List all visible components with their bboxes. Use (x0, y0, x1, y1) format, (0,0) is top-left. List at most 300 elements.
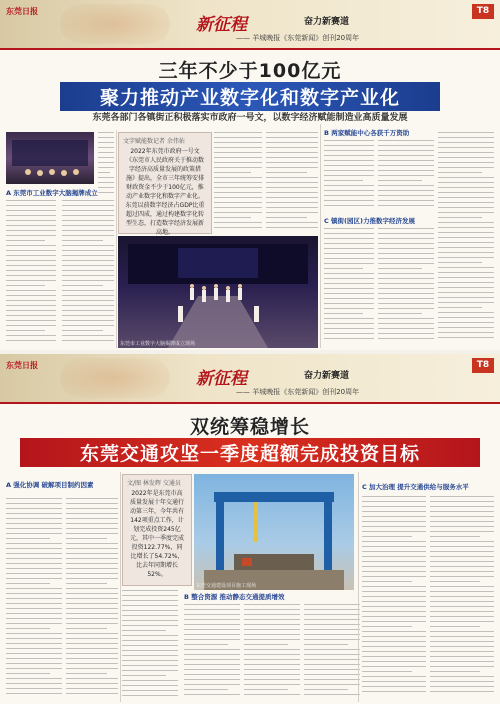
summary-box-heading: 文/图 林发辉 交通员 (127, 480, 181, 487)
text-line (362, 501, 426, 502)
text-line (362, 631, 426, 632)
text-line (214, 132, 262, 133)
text-line (438, 337, 494, 338)
text-line (430, 521, 494, 522)
photo-caption: 东莞交通建设项目施工现场 (196, 583, 257, 589)
text-line (362, 566, 426, 567)
text-line (430, 676, 494, 677)
text-line (66, 693, 118, 694)
text-column (378, 140, 434, 212)
text-line (66, 563, 118, 564)
text-line (304, 619, 360, 620)
text-line (184, 629, 240, 630)
text-line (244, 634, 300, 635)
text-line (438, 307, 482, 308)
text-line (122, 680, 178, 681)
text-line (6, 548, 62, 549)
text-line (66, 668, 118, 669)
text-line (244, 629, 300, 630)
text-line (122, 630, 166, 631)
text-line (66, 538, 107, 539)
text-line (324, 293, 374, 294)
text-line (244, 664, 300, 665)
text-line (214, 217, 251, 218)
text-line (62, 260, 114, 261)
text-line (66, 518, 118, 519)
text-line (66, 683, 118, 684)
text-line (6, 280, 56, 281)
text-line (66, 548, 118, 549)
text-line (304, 669, 360, 670)
text-line (184, 679, 240, 680)
text-line (62, 275, 114, 276)
text-line (362, 496, 426, 497)
text-line (62, 335, 114, 336)
text-line (6, 648, 62, 649)
text-line (430, 586, 494, 587)
text-line (6, 593, 62, 594)
text-line (98, 177, 114, 178)
text-line (430, 571, 494, 572)
text-line (6, 533, 62, 534)
text-line (304, 614, 360, 615)
text-line (430, 666, 494, 667)
text-line (378, 243, 434, 244)
text-line (304, 629, 360, 630)
text-line (304, 644, 348, 645)
text-line (244, 624, 300, 625)
text-line (66, 588, 118, 589)
text-line (244, 619, 300, 620)
text-line (438, 247, 494, 248)
headline-deck: 东莞各部门各镇街正积极落实市政府一号文，以数字经济赋能制造业高质量发展 (92, 113, 408, 123)
text-line (438, 192, 494, 193)
text-line (438, 257, 494, 258)
text-line (266, 227, 318, 228)
text-line (438, 237, 494, 238)
text-line (430, 596, 494, 597)
text-line (324, 283, 374, 284)
text-line (6, 568, 62, 569)
text-line (438, 177, 494, 178)
text-line (6, 563, 62, 564)
text-line (214, 212, 262, 213)
text-line (362, 661, 426, 662)
text-line (6, 613, 62, 614)
text-line (378, 323, 434, 324)
text-line (430, 671, 480, 672)
text-line (266, 177, 318, 178)
text-line (66, 638, 118, 639)
text-line (6, 688, 62, 689)
text-line (62, 320, 114, 321)
text-line (362, 551, 426, 552)
text-line (362, 626, 412, 627)
text-line (378, 180, 422, 181)
text-line (304, 649, 360, 650)
text-line (266, 222, 318, 223)
text-line (266, 197, 318, 198)
text-line (362, 591, 426, 592)
text-line (122, 660, 178, 661)
text-line (6, 623, 62, 624)
text-line (324, 195, 374, 196)
text-line (6, 618, 62, 619)
text-line (362, 616, 426, 617)
text-line (244, 674, 300, 675)
text-line (66, 573, 118, 574)
text-line (438, 252, 494, 253)
text-line (244, 614, 300, 615)
text-line (214, 192, 262, 193)
text-line (184, 684, 240, 685)
text-line (304, 684, 360, 685)
text-column (6, 200, 56, 346)
text-line (378, 303, 434, 304)
text-line (438, 222, 494, 223)
text-line (6, 245, 56, 246)
text-line (378, 165, 434, 166)
text-line (324, 185, 374, 186)
text-line (324, 238, 374, 239)
text-line (6, 285, 45, 286)
text-line (184, 614, 240, 615)
text-line (66, 688, 118, 689)
text-line (304, 604, 360, 605)
text-line (66, 568, 118, 569)
text-line (362, 516, 426, 517)
text-line (304, 659, 360, 660)
text-line (98, 192, 114, 193)
text-line (62, 200, 114, 201)
text-line (362, 641, 426, 642)
text-line (438, 217, 482, 218)
text-line (214, 152, 262, 153)
text-line (214, 162, 262, 163)
text-line (122, 655, 178, 656)
text-line (438, 267, 494, 268)
text-line (430, 511, 494, 512)
text-line (304, 689, 348, 690)
text-line (362, 536, 412, 537)
text-line (266, 182, 318, 183)
text-line (6, 518, 62, 519)
headline-primary: 三年不少于100亿元 (158, 60, 342, 82)
text-line (6, 215, 56, 216)
text-line (6, 673, 50, 674)
text-line (6, 538, 50, 539)
text-line (66, 673, 107, 674)
text-line (362, 521, 426, 522)
text-line (438, 317, 494, 318)
text-line (438, 172, 482, 173)
text-line (66, 578, 118, 579)
text-line (62, 305, 114, 306)
text-line (438, 292, 494, 293)
text-line (362, 556, 426, 557)
text-column (122, 590, 178, 700)
construction-graphic (194, 474, 354, 590)
text-line (324, 323, 374, 324)
article-photo-main (118, 236, 318, 348)
text-line (438, 132, 494, 133)
subhead-a: A 强化协调 破解项目制约因素 (6, 481, 94, 489)
text-line (324, 180, 363, 181)
text-line (378, 170, 434, 171)
text-line (378, 140, 434, 141)
text-line (184, 624, 240, 625)
decorative-flourish (60, 358, 170, 398)
text-line (122, 625, 178, 626)
text-column (184, 604, 240, 700)
text-line (324, 338, 374, 339)
text-line (214, 227, 262, 228)
text-line (324, 273, 374, 274)
text-line (324, 155, 374, 156)
text-line (66, 528, 118, 529)
text-line (6, 300, 56, 301)
subhead-c: C 加大治理 提升交通供给与服务水平 (362, 483, 469, 491)
text-line (266, 152, 318, 153)
text-line (362, 666, 426, 667)
text-column (214, 132, 262, 232)
text-column (66, 498, 118, 700)
text-line (362, 531, 426, 532)
text-line (122, 645, 178, 646)
text-line (362, 601, 426, 602)
header-rule (0, 402, 500, 404)
text-line (6, 638, 62, 639)
text-line (214, 202, 262, 203)
text-line (430, 536, 480, 537)
text-line (362, 571, 426, 572)
text-line (6, 270, 56, 271)
text-line (430, 591, 494, 592)
text-line (6, 340, 56, 341)
text-line (438, 332, 494, 333)
text-line (122, 610, 178, 611)
header-slogan-sub: 奋力新赛道 (304, 371, 350, 381)
text-line (438, 312, 494, 313)
text-line (66, 598, 118, 599)
text-line (122, 665, 178, 666)
page-number-badge: T8 (472, 358, 494, 373)
text-line (66, 613, 118, 614)
text-line (378, 190, 434, 191)
text-line (214, 207, 262, 208)
text-line (98, 152, 114, 153)
text-line (430, 506, 494, 507)
text-line (98, 142, 114, 143)
text-line (66, 623, 118, 624)
text-line (362, 676, 426, 677)
text-column (244, 604, 300, 700)
text-line (6, 603, 62, 604)
text-line (122, 685, 178, 686)
text-line (438, 212, 494, 213)
text-line (62, 245, 114, 246)
text-line (362, 636, 426, 637)
text-line (6, 508, 62, 509)
text-line (438, 232, 494, 233)
text-line (266, 202, 318, 203)
text-line (362, 681, 426, 682)
text-line (438, 137, 494, 138)
text-line (122, 605, 178, 606)
text-line (438, 187, 494, 188)
text-line (438, 242, 494, 243)
headline-secondary: 东莞交通攻坚一季度超额完成投资目标 (20, 438, 480, 467)
text-line (430, 576, 494, 577)
headline-secondary: 聚力推动产业数字化和数字产业化 (60, 82, 440, 111)
text-line (214, 157, 262, 158)
text-line (62, 250, 114, 251)
text-line (244, 644, 288, 645)
text-line (6, 658, 62, 659)
text-line (184, 674, 240, 675)
text-line (66, 608, 118, 609)
text-line (378, 283, 434, 284)
text-line (6, 653, 62, 654)
text-line (362, 546, 426, 547)
text-line (438, 147, 494, 148)
text-line (214, 222, 262, 223)
text-line (304, 664, 360, 665)
subhead-b: B 整合资源 推动静态交通提质增效 (184, 593, 285, 601)
text-line (62, 315, 114, 316)
text-line (6, 598, 62, 599)
text-column (304, 604, 360, 700)
text-line (66, 523, 118, 524)
text-line (244, 649, 300, 650)
text-line (362, 506, 426, 507)
summary-box-heading: 文字赋能数记者 余伟佑 (123, 138, 185, 145)
text-line (6, 310, 56, 311)
text-line (184, 659, 240, 660)
text-line (362, 596, 426, 597)
text-line (438, 302, 494, 303)
text-line (6, 315, 56, 316)
text-line (66, 498, 118, 499)
text-line (430, 551, 494, 552)
text-line (324, 140, 374, 141)
text-line (324, 308, 374, 309)
header-slogan-sub: 奋力新赛道 (304, 17, 350, 27)
text-line (438, 327, 494, 328)
text-line (362, 646, 426, 647)
text-line (324, 303, 374, 304)
text-column (430, 496, 494, 700)
text-line (6, 305, 56, 306)
text-line (324, 258, 374, 259)
text-line (324, 145, 374, 146)
text-line (378, 308, 434, 309)
text-line (66, 653, 118, 654)
text-line (378, 298, 434, 299)
text-line (438, 207, 494, 208)
text-line (184, 604, 240, 605)
text-line (66, 533, 118, 534)
text-line (98, 132, 114, 133)
text-line (362, 581, 412, 582)
text-line (98, 187, 114, 188)
text-line (362, 511, 426, 512)
text-line (378, 273, 434, 274)
text-line (6, 200, 56, 201)
column-divider (116, 130, 117, 348)
text-line (62, 265, 114, 266)
text-line (378, 328, 434, 329)
text-line (430, 496, 494, 497)
text-line (244, 669, 300, 670)
text-line (430, 581, 480, 582)
text-line (6, 325, 56, 326)
text-line (438, 272, 494, 273)
header-slogan: 新征程 (196, 15, 247, 35)
text-line (304, 674, 360, 675)
header-slogan: 新征程 (196, 369, 247, 389)
text-line (430, 636, 494, 637)
text-line (6, 588, 62, 589)
text-line (6, 250, 56, 251)
text-line (304, 609, 360, 610)
text-line (430, 641, 494, 642)
text-line (378, 145, 434, 146)
text-line (66, 648, 118, 649)
text-line (304, 634, 360, 635)
text-line (6, 210, 56, 211)
text-line (214, 167, 262, 168)
text-line (304, 624, 360, 625)
text-line (362, 686, 426, 687)
text-line (214, 142, 262, 143)
text-line (184, 694, 240, 695)
text-line (6, 240, 45, 241)
text-line (324, 298, 374, 299)
text-line (430, 501, 494, 502)
text-line (438, 202, 494, 203)
text-column (6, 498, 62, 700)
text-line (430, 606, 494, 607)
text-line (66, 663, 118, 664)
text-line (98, 162, 114, 163)
article-photo-main (194, 474, 354, 590)
text-line (324, 170, 374, 171)
text-line (324, 233, 374, 234)
text-line (214, 197, 262, 198)
runway-graphic (118, 236, 318, 348)
text-line (214, 182, 262, 183)
text-line (244, 659, 300, 660)
text-line (244, 679, 300, 680)
text-line (266, 167, 318, 168)
text-line (304, 694, 360, 695)
text-line (244, 689, 288, 690)
text-line (430, 546, 494, 547)
text-line (122, 690, 178, 691)
text-line (438, 162, 494, 163)
text-line (324, 228, 374, 229)
text-line (266, 162, 318, 163)
text-line (98, 167, 114, 168)
text-column (266, 132, 318, 232)
text-line (324, 313, 363, 314)
column-divider (120, 472, 121, 702)
text-line (122, 615, 178, 616)
text-line (6, 513, 62, 514)
text-column (62, 200, 114, 346)
text-line (6, 633, 62, 634)
